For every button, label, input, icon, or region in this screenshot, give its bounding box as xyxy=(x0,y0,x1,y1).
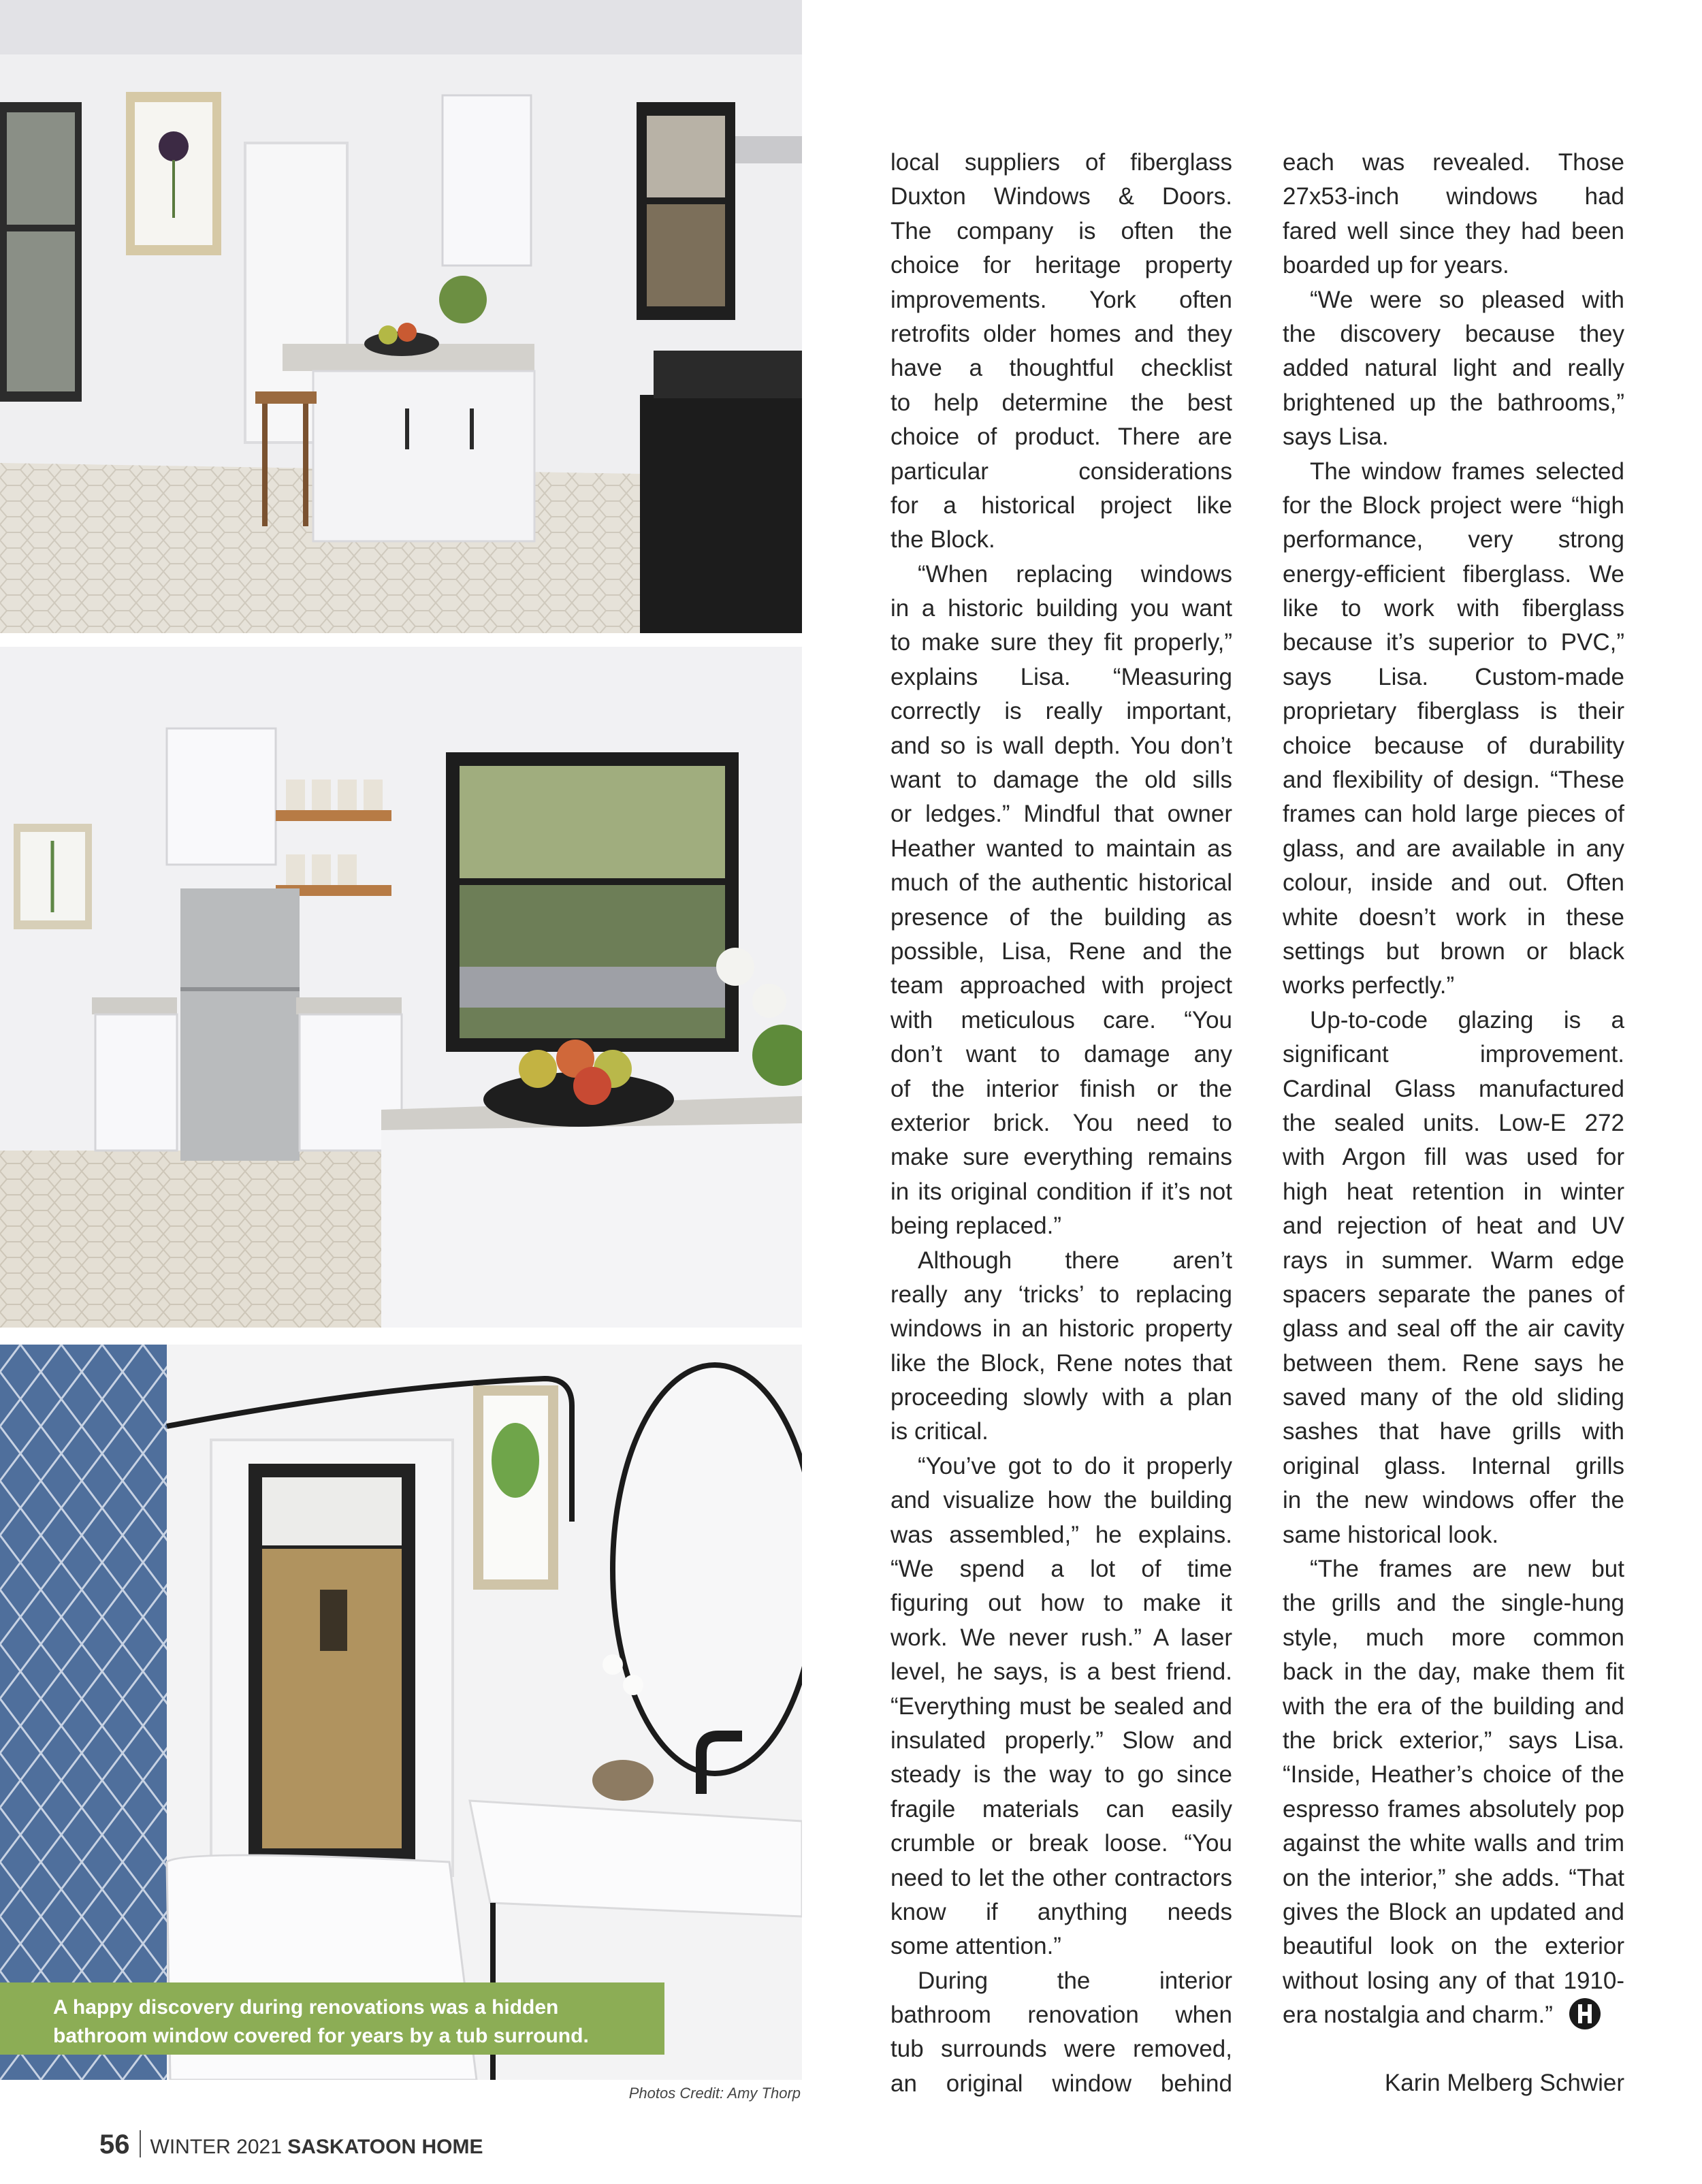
text-line: retrofits older homes and they xyxy=(890,320,1232,347)
text-line: like the Block, Rene notes that xyxy=(890,1349,1232,1377)
text-line: works perfectly.” xyxy=(1283,972,1455,999)
text-line: gives the Block an updated and xyxy=(1283,1898,1624,1925)
page-number: 56 xyxy=(99,2130,130,2159)
text-line: and flexibility of design. “These xyxy=(1283,767,1624,794)
text-line: much of the authentic historical xyxy=(890,869,1232,897)
text-line: added natural light and really xyxy=(1283,355,1624,382)
text-line: the sealed units. Low-E 272 xyxy=(1283,1109,1624,1136)
text-line: The company is often the xyxy=(890,217,1232,244)
magazine-name: SASKATOON HOME xyxy=(287,2136,483,2158)
text-line: steady is the way to go since xyxy=(890,1761,1232,1788)
text-line: colour, inside and out. Often xyxy=(1283,869,1624,897)
text-line: was assembled,” he explains. xyxy=(890,1521,1232,1548)
text-line: exterior brick. You need to xyxy=(890,1109,1232,1136)
text-line: team approached with project xyxy=(890,972,1232,999)
text-line: Cardinal Glass manufactured xyxy=(1283,1075,1624,1102)
text-line: like to work with fiberglass xyxy=(1283,595,1624,622)
text-line: the discovery because they xyxy=(1283,320,1624,347)
text-line: on the interior,” she adds. “That xyxy=(1283,1864,1624,1891)
text-line: bathroom renovation when xyxy=(890,2002,1232,2029)
text-line: rays in summer. Warm edge xyxy=(1283,1247,1624,1274)
text-line: against the white walls and trim xyxy=(1283,1830,1624,1857)
text-line: in the new windows offer the xyxy=(1283,1487,1624,1514)
text-line: back in the day, make them fit xyxy=(1283,1658,1624,1686)
text-line: “Inside, Heather’s choice of the xyxy=(1283,1761,1624,1788)
text-line: choice for heritage property xyxy=(890,252,1232,279)
text-line: make sure everything remains xyxy=(890,1144,1232,1171)
page-folio xyxy=(99,2130,483,2160)
article-column-2 xyxy=(1283,146,1624,2032)
text-line: in a historic building you want xyxy=(890,595,1232,622)
text-line: explains Lisa. “Measuring xyxy=(890,663,1232,690)
text-line: style, much more common xyxy=(1283,1624,1624,1651)
text-line: tub surrounds were removed, xyxy=(890,2036,1232,2063)
text-line: want to damage the old sills xyxy=(890,767,1232,794)
issue-label: WINTER 2021 xyxy=(150,2136,282,2158)
text-line: era nostalgia and charm.” xyxy=(1283,2002,1553,2029)
text-line: energy-efficient fiberglass. We xyxy=(1283,560,1624,588)
text-line: because it’s superior to PVC,” xyxy=(1283,629,1624,656)
kitchenette-window-photo xyxy=(0,647,802,1328)
text-line: presence of the building as xyxy=(890,903,1232,931)
text-line: 27x53-inch windows had xyxy=(1283,183,1624,210)
text-line: windows in an historic property xyxy=(890,1315,1232,1343)
text-line: improvements. York often xyxy=(890,286,1232,313)
text-line: and rejection of heat and UV xyxy=(1283,1213,1624,1240)
text-line: or ledges.” Mindful that owner xyxy=(890,801,1232,828)
text-line: need to let the other contractors xyxy=(890,1864,1232,1891)
text-line: saved many of the old sliding xyxy=(1283,1384,1624,1411)
text-line: local suppliers of fiberglass xyxy=(890,149,1232,176)
text-line: to help determine the best xyxy=(890,389,1232,416)
text-line: Duxton Windows & Doors. xyxy=(890,183,1232,210)
text-line: an original window behind xyxy=(890,2070,1232,2097)
text-line: in its original condition if it’s not xyxy=(890,1178,1232,1205)
text-line: to make sure they fit properly,” xyxy=(890,629,1232,656)
text-line: with meticulous care. “You xyxy=(890,1006,1232,1033)
article-column-1 xyxy=(890,146,1232,2101)
text-line: spacers separate the panes of xyxy=(1283,1281,1624,1308)
kitchen-photo xyxy=(0,0,802,633)
text-line: high heat retention in winter xyxy=(1283,1178,1624,1205)
text-line: know if anything needs xyxy=(890,1898,1232,1925)
text-line: for a historical project like xyxy=(890,492,1232,519)
text-line: boarded up for years. xyxy=(1283,252,1509,279)
text-line: significant improvement. xyxy=(1283,1041,1624,1068)
text-line: performance, very strong xyxy=(1283,526,1624,553)
text-line: some attention.” xyxy=(890,1933,1061,1960)
text-line: have a thoughtful checklist xyxy=(890,355,1232,382)
text-line: During the interior xyxy=(918,1967,1232,1994)
text-line: “The frames are new but xyxy=(1310,1556,1624,1583)
text-line: “When replacing windows xyxy=(918,560,1232,588)
text-line: don’t want to damage any xyxy=(890,1041,1232,1068)
text-line: settings but brown or black xyxy=(1283,937,1624,965)
text-line: particular considerations xyxy=(890,457,1232,485)
caption-line-1: A happy discovery during renovations was a hidden xyxy=(53,1996,559,2019)
text-line: possible, Lisa, Rene and the xyxy=(890,937,1232,965)
text-line: with the era of the building and xyxy=(1283,1692,1624,1720)
text-line: proceeding slowly with a plan xyxy=(890,1384,1232,1411)
text-line: same historical look. xyxy=(1283,1521,1499,1548)
text-line: “We were so pleased with xyxy=(1310,286,1624,313)
bathroom-window-photo xyxy=(0,1345,802,2080)
text-line: fragile materials can easily xyxy=(890,1795,1232,1822)
text-line: espresso frames absolutely pop xyxy=(1283,1795,1624,1822)
text-line: figuring out how to make it xyxy=(890,1590,1232,1617)
text-line: “We spend a lot of time xyxy=(890,1556,1232,1583)
caption-line-2: bathroom window covered for years by a tub surround. xyxy=(53,2025,589,2047)
text-line: fared well since they had been xyxy=(1283,217,1624,244)
text-line: Although there aren’t xyxy=(918,1247,1232,1274)
text-line: work. We never rush.” A laser xyxy=(890,1624,1232,1651)
text-line: glass and seal off the air cavity xyxy=(1283,1315,1624,1343)
text-line: says Lisa. xyxy=(1283,423,1389,451)
text-line: sashes that have grills with xyxy=(1283,1418,1624,1445)
text-line: the brick exterior,” says Lisa. xyxy=(1283,1727,1624,1754)
text-line: for the Block project were “high xyxy=(1283,492,1624,519)
text-line: with Argon fill was used for xyxy=(1283,1144,1624,1171)
text-line: “Everything must be sealed and xyxy=(890,1692,1232,1720)
text-line: correctly is really important, xyxy=(890,698,1232,725)
text-line: proprietary fiberglass is their xyxy=(1283,698,1624,725)
text-line: between them. Rene says he xyxy=(1283,1349,1624,1377)
text-line: each was revealed. Those xyxy=(1283,149,1624,176)
text-line: being replaced.” xyxy=(890,1213,1061,1240)
text-line: the grills and the single-hung xyxy=(1283,1590,1624,1617)
text-line: crumble or break loose. “You xyxy=(890,1830,1232,1857)
text-line: says Lisa. Custom-made xyxy=(1283,663,1624,690)
text-line: without losing any of that 1910- xyxy=(1283,1967,1624,1994)
text-line: the Block. xyxy=(890,526,995,553)
text-line: beautiful look on the exterior xyxy=(1283,1933,1624,1960)
photo-credit: Photos Credit: Amy Thorp xyxy=(628,2085,801,2102)
end-mark-icon xyxy=(1568,1997,1602,2031)
text-line: Up-to-code glazing is a xyxy=(1310,1006,1624,1033)
text-line: “You’ve got to do it properly xyxy=(918,1452,1232,1479)
text-line: is critical. xyxy=(890,1418,989,1445)
text-line: insulated properly.” Slow and xyxy=(890,1727,1232,1754)
text-line: and visualize how the building xyxy=(890,1487,1232,1514)
text-line: white doesn’t work in these xyxy=(1283,903,1624,931)
text-line: and so is wall depth. You don’t xyxy=(890,732,1232,759)
folio-divider xyxy=(140,2130,141,2157)
text-line: frames can hold large pieces of xyxy=(1283,801,1624,828)
text-line: choice of product. There are xyxy=(890,423,1232,451)
text-line: choice because of durability xyxy=(1283,732,1624,759)
text-line: glass, and are available in any xyxy=(1283,835,1624,862)
author-byline: Karin Melberg Schwier xyxy=(1384,2070,1624,2096)
text-line: The window frames selected xyxy=(1310,457,1624,485)
text-line: Heather wanted to maintain as xyxy=(890,835,1232,862)
text-line: level, he says, is a best friend. xyxy=(890,1658,1232,1686)
text-line: brightened up the bathrooms,” xyxy=(1283,389,1624,416)
text-line: original glass. Internal grills xyxy=(1283,1452,1624,1479)
text-line: of the interior finish or the xyxy=(890,1075,1232,1102)
text-line: really any ‘tricks’ to replacing xyxy=(890,1281,1232,1308)
photo-caption xyxy=(0,1982,664,2055)
